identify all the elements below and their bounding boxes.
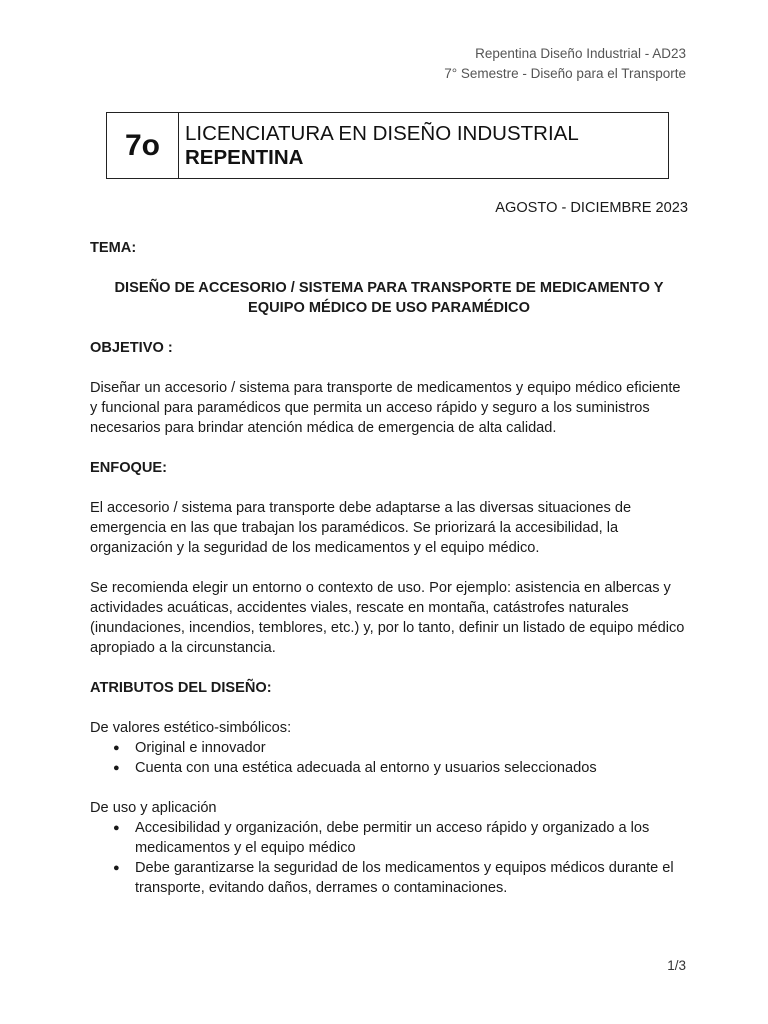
degree-title: LICENCIATURA EN DISEÑO INDUSTRIAL [185, 121, 579, 145]
page-header [444, 44, 686, 84]
list-item: ● Original e innovador [135, 738, 688, 758]
group2-label: De uso y aplicación [90, 800, 217, 816]
enfoque-heading: ENFOQUE: [90, 460, 168, 476]
header-semester: 7° Semestre - Diseño para el Transporte [444, 66, 686, 81]
header-course: Repentina Diseño Industrial - AD23 [475, 46, 686, 61]
enfoque-paragraph-1: El accesorio / sistema para transporte debe adaptarse a las diversas situaciones de emergencia en las que trabajan los paramédicos. Se priorizará la accesibilidad, la organización y la seguridad de los medicamentos y el equipo médico. [90, 500, 632, 556]
list-item: ● Cuenta con una estética adecuada al entorno y usuarios seleccionados [135, 758, 688, 778]
group1-label: De valores estético-simbólicos: [90, 720, 292, 736]
objetivo-text: Diseñar un accesorio / sistema para transporte de medicamentos y equipo médico eficiente y funcional para paramédicos que permita un acceso rápido y seguro a los suministros necesarios para brindar atención médica de emergencia de alta calidad. [90, 380, 681, 436]
objetivo-heading: OBJETIVO : [90, 340, 173, 356]
list-item: ● Debe garantizarse la seguridad de los medicamentos y equipos médicos durante el transporte, evitando daños, derrames o contaminaciones. [135, 858, 688, 898]
list-item: ● Accesibilidad y organización, debe permitir un acceso rápido y organizado a los medicamentos y el equipo médico [135, 818, 688, 858]
tema-title: DISEÑO DE ACCESORIO / SISTEMA PARA TRANSPORTE DE MEDICAMENTO Y EQUIPO MÉDICO DE USO PARAMÉDICO [114, 280, 664, 316]
title-texts [179, 113, 579, 178]
period: AGOSTO - DICIEMBRE 2023 [495, 200, 688, 216]
group1-list [90, 738, 688, 778]
document-type: REPENTINA [185, 145, 304, 169]
document-body [90, 198, 688, 898]
group2-list [90, 818, 688, 898]
title-box [106, 112, 669, 179]
enfoque-paragraph-2: Se recomienda elegir un entorno o contexto de uso. Por ejemplo: asistencia en albercas y actividades acuáticas, accidentes viales, rescate en montaña, catástrofes naturales (inundaciones, incendios, temblores, etc.) y, por lo tanto, definir un listado de equipo médico apropiado a la circunstancia. [90, 580, 685, 656]
tema-heading: TEMA: [90, 240, 137, 256]
semester-number: 7o [107, 113, 179, 178]
atributos-heading: ATRIBUTOS DEL DISEÑO: [90, 680, 272, 696]
page-number: 1/3 [667, 958, 686, 973]
